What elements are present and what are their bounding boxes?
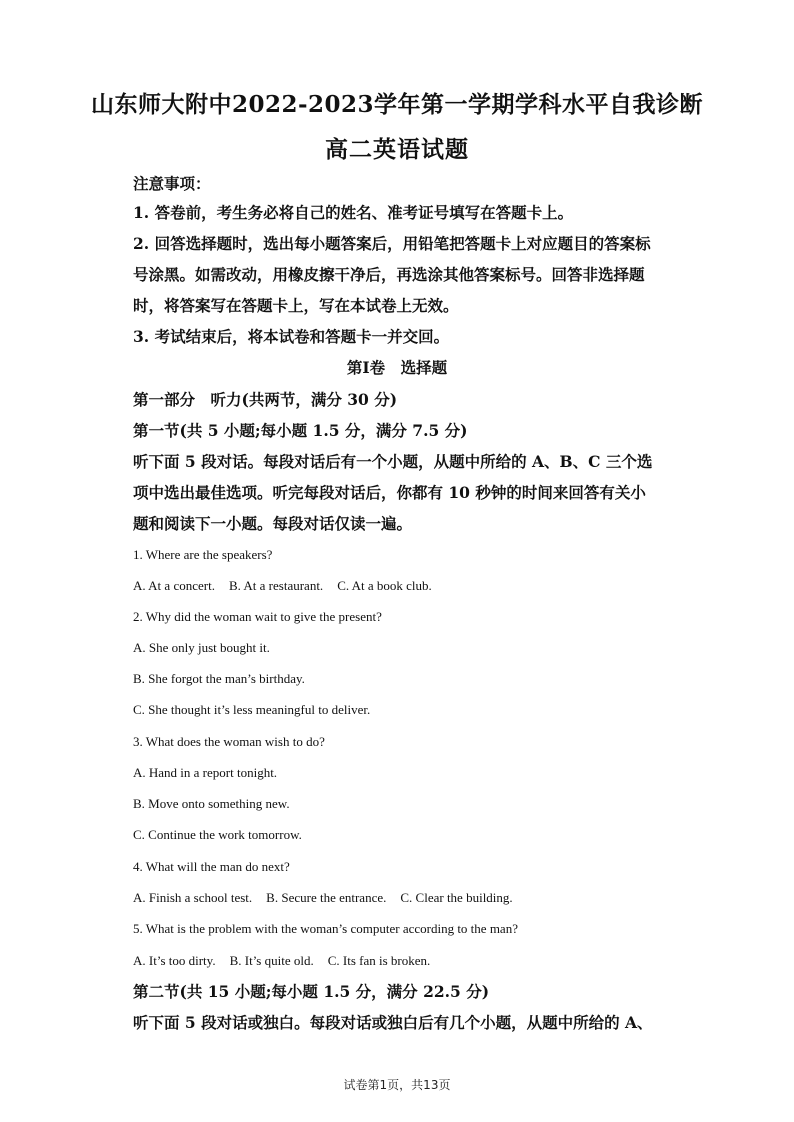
- question-1-options: [133, 577, 693, 595]
- notice-item-1: 1. 答卷前，考生务必将自己的姓名、准考证号填写在答题卡上。: [133, 203, 574, 222]
- option-b: B. It’s quite old.: [229, 953, 314, 968]
- question-2-option-a: A. She only just bought it.: [133, 640, 270, 655]
- exam-subtitle: 高二英语试题: [325, 136, 469, 163]
- question-5-options: [133, 952, 693, 970]
- exam-title: 山东师大附中2022-2023学年第一学期学科水平自我诊断: [90, 91, 704, 118]
- question-4-options: [133, 889, 693, 907]
- option-b: B. Secure the entrance.: [266, 890, 387, 905]
- question-3-option-a: A. Hand in a report tonight.: [133, 765, 278, 780]
- question-2-option-c: C. She thought it’s less meaningful to deliver.: [133, 702, 371, 717]
- page-footer: 试卷第1页，共13页: [343, 1078, 451, 1092]
- question-1: 1. Where are the speakers?: [133, 547, 273, 562]
- option-c: C. At a book club.: [337, 578, 432, 593]
- question-3-option-b: B. Move onto something new.: [133, 796, 290, 811]
- part1-sec1-instruction-line-2: 项中选出最佳选项。听完每段对话后，你都有 10 秒钟的时间来回答有关小: [133, 483, 646, 502]
- question-3-option-c: C. Continue the work tomorrow.: [133, 827, 302, 842]
- option-c: C. Clear the building.: [400, 890, 513, 905]
- option-c: C. Its fan is broken.: [327, 953, 431, 968]
- question-4: 4. What will the man do next?: [133, 859, 290, 874]
- option-b: B. At a restaurant.: [228, 578, 324, 593]
- question-2: 2. Why did the woman wait to give the present?: [133, 609, 382, 624]
- notice-heading: 注意事项：: [133, 174, 211, 193]
- notice-item-2-line-2: 号涂黑。如需改动，用橡皮擦干净后，再选涂其他答案标号。回答非选择题: [133, 265, 645, 284]
- part1-sec1-instruction-line-1: 听下面 5 段对话。每段对话后有一个小题，从题中所给的 A、B、C 三个选: [133, 452, 653, 471]
- part1-sec1-instruction-line-3: 题和阅读下一小题。每段对话仅读一遍。: [133, 514, 413, 533]
- part1-sec1-heading: 第一节(共 5 小题;每小题 1.5 分，满分 7.5 分): [133, 421, 468, 440]
- option-a: A. It’s too dirty.: [133, 953, 216, 968]
- part1-heading: 第一部分 听力(共两节，满分 30 分): [133, 390, 398, 409]
- notice-item-2-line-1: 2. 回答选择题时，选出每小题答案后，用铅笔把答题卡上对应题目的答案标: [133, 234, 651, 253]
- question-5: 5. What is the problem with the woman’s computer according to the man?: [133, 921, 518, 936]
- question-3: 3. What does the woman wish to do?: [133, 734, 325, 749]
- part1-sec2-heading: 第二节(共 15 小题;每小题 1.5 分，满分 22.5 分): [133, 982, 490, 1001]
- option-a: A. At a concert.: [133, 578, 215, 593]
- question-2-option-b: B. She forgot the man’s birthday.: [133, 671, 305, 686]
- notice-item-2-line-3: 时，将答案写在答题卡上，写在本试卷上无效。: [133, 296, 459, 315]
- notice-item-3: 3. 考试结束后，将本试卷和答题卡一并交回。: [133, 327, 450, 346]
- option-a: A. Finish a school test.: [133, 890, 253, 905]
- section-title: 第I卷 选择题: [346, 358, 448, 377]
- part1-sec2-instruction-line-1: 听下面 5 段对话或独白。每段对话或独白后有几个小题，从题中所给的 A、: [133, 1013, 653, 1032]
